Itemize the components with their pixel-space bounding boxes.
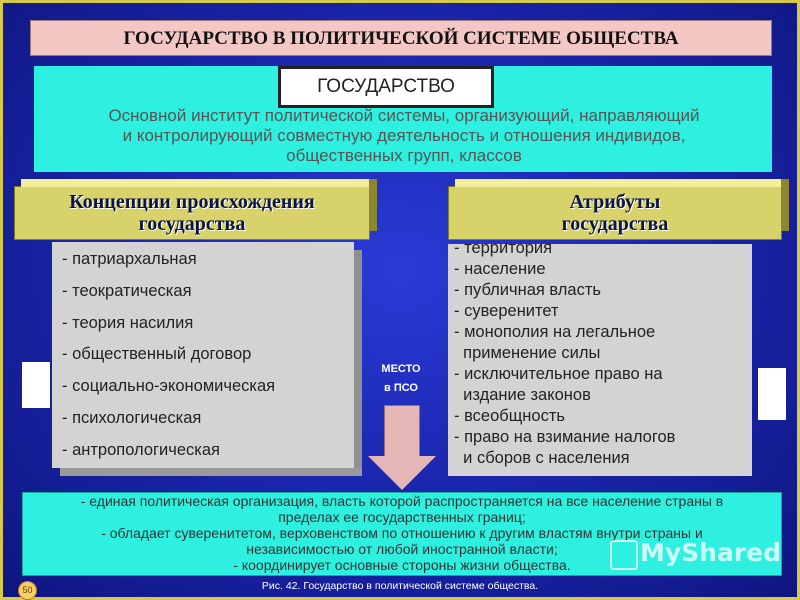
center-label-line: МЕСТО <box>381 363 421 375</box>
right-panel-items <box>448 244 744 469</box>
list-item: - теократическая <box>62 282 192 300</box>
summary-line: независимостью от любой иностранной власти; <box>246 541 558 557</box>
list-item: применение силы <box>454 344 601 362</box>
right-panel-title-line: государства <box>561 213 669 235</box>
left-panel-title-line: Концепции происхождения <box>69 191 315 213</box>
left-panel-title <box>15 191 369 235</box>
summary-line: - единая политическая организация, власть которой распространяется на все население страны в <box>80 493 724 509</box>
ribbon-top-bevel <box>455 179 789 187</box>
list-item: и сборов с населения <box>454 449 630 467</box>
definition-line: и контролирующий совместную деятельность и отношения индивидов, <box>122 126 686 145</box>
ribbon-top-bevel <box>21 179 377 187</box>
left-panel-list <box>52 242 354 468</box>
left-side-tab <box>22 362 50 408</box>
slide-title: ГОСУДАРСТВО В ПОЛИТИЧЕСКОЙ СИСТЕМЕ ОБЩЕСТВА <box>30 20 772 56</box>
list-item: - монополия на легальное <box>454 323 656 341</box>
list-item: - исключительное право на <box>454 365 663 383</box>
list-item: - территория <box>454 244 553 257</box>
right-panel-header <box>448 186 782 240</box>
list-item: - публичная власть <box>454 281 602 299</box>
definition-text <box>44 106 764 166</box>
right-panel-title <box>449 191 781 235</box>
list-item: издание законов <box>454 386 591 404</box>
figure-caption: Рис. 42. Государство в политической системе общества. <box>261 580 539 592</box>
down-arrow-icon <box>384 405 420 459</box>
page-number-badge: 50 <box>18 581 37 600</box>
list-item: - теория насилия <box>62 314 194 332</box>
right-panel-list <box>448 244 752 476</box>
ribbon-side-bevel <box>781 179 789 231</box>
list-item: - антропологическая <box>62 441 220 459</box>
summary-line: пределах ее государственных границ; <box>278 509 526 525</box>
center-label-line: в ПСО <box>384 382 418 394</box>
list-item: - социально-экономическая <box>62 377 276 395</box>
definition-line: Основной институт политической системы, организующий, направляющий <box>108 106 700 125</box>
right-side-tab <box>758 368 786 420</box>
definition-heading: ГОСУДАРСТВО <box>278 66 494 108</box>
summary-line: - обладает суверенитетом, верховенством по отношению к другим властям внутри страны и <box>101 525 703 541</box>
list-item: - население <box>454 260 546 278</box>
list-item: - суверенитет <box>454 302 559 320</box>
left-panel-header <box>14 186 370 240</box>
watermark-icon <box>610 540 638 570</box>
ribbon-side-bevel <box>369 179 377 231</box>
list-item: - патриархальная <box>62 250 197 268</box>
list-item: - всеобщность <box>454 407 565 425</box>
summary-line: - координирует основные стороны жизни общества. <box>233 557 571 573</box>
right-panel-title-line: Атрибуты <box>569 191 661 213</box>
list-item: - общественный договор <box>62 345 252 363</box>
list-shadow <box>60 468 362 476</box>
definition-line: общественных групп, классов <box>286 146 522 165</box>
watermark-text: MyShared <box>640 538 782 567</box>
left-panel-title-line: государства <box>138 213 246 235</box>
center-label <box>362 360 440 398</box>
list-shadow <box>354 250 362 468</box>
list-item: - право на взимание налогов <box>454 428 676 446</box>
down-arrow-head-icon <box>368 456 436 490</box>
list-item: - психологическая <box>62 409 202 427</box>
